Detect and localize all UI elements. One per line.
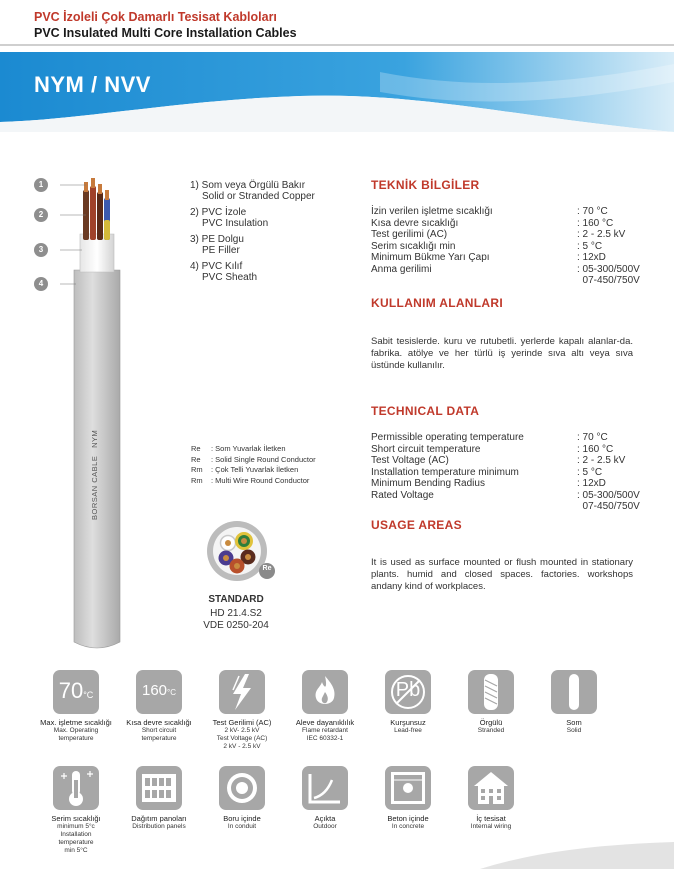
table-row: Anma gerilimi : 05-300/500V [371,263,640,275]
thermometer-snow-icon [53,766,99,810]
standard-title: STANDARD [208,594,264,605]
kullanim-text: Sabit tesislerde. kuru ve rutubetli. yerlerde kapalı alanlar-da. fabrika. atölye ve her türlü iş yerinde sıva altı veya sıva üstünde kullanılır. [371,336,633,371]
header-title-en: PVC Insulated Multi Core Installation Cables [34,26,297,40]
teknik-table [371,206,640,287]
layer-item: 1) Som veya Örgülü Bakır Solid or Stranded Copper [190,180,315,202]
thermometer-160-icon: 160°C [136,670,182,714]
layer-item: 3) PE Dolgu PE Filler [190,234,244,256]
cross-section-icon [204,517,284,589]
header-title-tr: PVC İzoleli Çok Damarlı Tesisat Kabloları [34,10,277,24]
kullanim-title: KULLANIM ALANLARI [371,296,503,310]
house-icon [468,766,514,810]
stranded-wire-icon [468,670,514,714]
concrete-icon [385,766,431,810]
table-row: Permissible operating temperature : 70 °C [371,432,608,443]
table-row: Test gerilimi (AC) : 2 - 2.5 kV [371,229,626,240]
outdoor-icon [302,766,348,810]
marker-4: 4 [34,277,48,291]
table-row: İzin verilen işletme sıcaklığı : 70 °C [371,206,608,217]
table-row: Test Voltage (AC) : 2 - 2.5 kV [371,455,626,466]
icon-cell-solid: Som Solid [532,670,616,735]
standard-block [196,594,276,632]
standard-line: HD 21.4.S2 [210,608,262,619]
footer-swoosh [480,840,674,869]
table-row: 07-450/750V [577,501,640,512]
table-row: Minimum Bükme Yarı Çapı : 12xD [371,252,606,263]
marker-2: 2 [34,208,48,222]
lightning-icon [219,670,265,714]
layer-item: 2) PVC İzole PVC Insulation [190,207,269,229]
marker-1: 1 [34,178,48,192]
layer-list [190,180,315,288]
usage-title: USAGE AREAS [371,518,462,532]
icon-cell-internal-wiring: İç tesisat Internal wiring [449,766,533,831]
table-row: 07-450/750V [577,275,640,286]
cable-illustration [60,172,170,662]
icon-cell-stranded: Örgülü Stranded [449,670,533,735]
icon-cell-flame-retardant: Aleve dayanıklılık Flame retardant IEC 60332-1 [283,670,367,743]
icon-cell-short-circuit-temp: 160°C Kısa devre sıcaklığı Short circuit temperature [117,670,201,743]
table-row: Short circuit temperature : 160 °C [371,443,614,455]
solid-wire-icon [551,670,597,714]
icon-cell-test-voltage: Test Gerilimi (AC) 2 kV- 2.5 kV Test Voltage (AC) 2 kV - 2.5 kV [200,670,284,751]
icon-cell-in-conduit: Boru içinde In conduit [200,766,284,831]
lead-free-icon: Pb [385,670,431,714]
technical-table [371,432,640,513]
cross-section-badge: Re [262,565,272,572]
conductor-legend: Re : Som Yuvarlak İletken Re : Solid Single Round Conductor Rm : Çok Telli Yuvarlak İletken Rm : Multi Wire Round Conductor [191,444,316,485]
icon-cell-outdoor: Açıkta Outdoor [283,766,367,831]
table-row: Kısa devre sıcaklığı : 160 °C [371,217,614,229]
sheath-print: BORSAN CABLE NYM [90,429,99,520]
distribution-panel-icon [136,766,182,810]
standard-line: VDE 0250-204 [203,620,269,631]
table-row: Minimum Bending Radius : 12xD [371,478,606,489]
table-row: Installation temperature minimum : 5 °C [371,466,603,478]
conduit-icon [219,766,265,810]
teknik-title: TEKNİK BİLGİLER [371,178,480,192]
technical-title: TECHNICAL DATA [371,404,480,418]
table-row: Serim sıcaklığı min : 5 °C [371,240,603,252]
layer-item: 4) PVC Kılıf PVC Sheath [190,261,258,283]
icon-cell-max-operating-temp: 70°C Max. işletme sıcaklığı Max. Operating temperature [34,670,118,743]
usage-text: It is used as surface mounted or flush mounted in stationary plants. humid and closed spaces. factories. workshops andany kind of workplaces. [371,557,633,592]
marker-3: 3 [34,243,48,257]
product-title: NYM / NVV [34,72,151,97]
thermometer-70-icon: 70°C [53,670,99,714]
icon-cell-installation-temp: Serim sıcaklığı minimum 5°c Installation temperature min 5°C [34,766,118,855]
table-row: Rated Voltage : 05-300/500V [371,489,640,501]
icon-cell-in-concrete: Beton içinde In concrete [366,766,450,831]
icon-cell-distribution-panels: Dağıtım panoları Distribution panels [117,766,201,831]
icon-cell-lead-free: Pb Kurşunsuz Lead-free [366,670,450,735]
header-divider [0,44,674,46]
flame-icon [302,670,348,714]
